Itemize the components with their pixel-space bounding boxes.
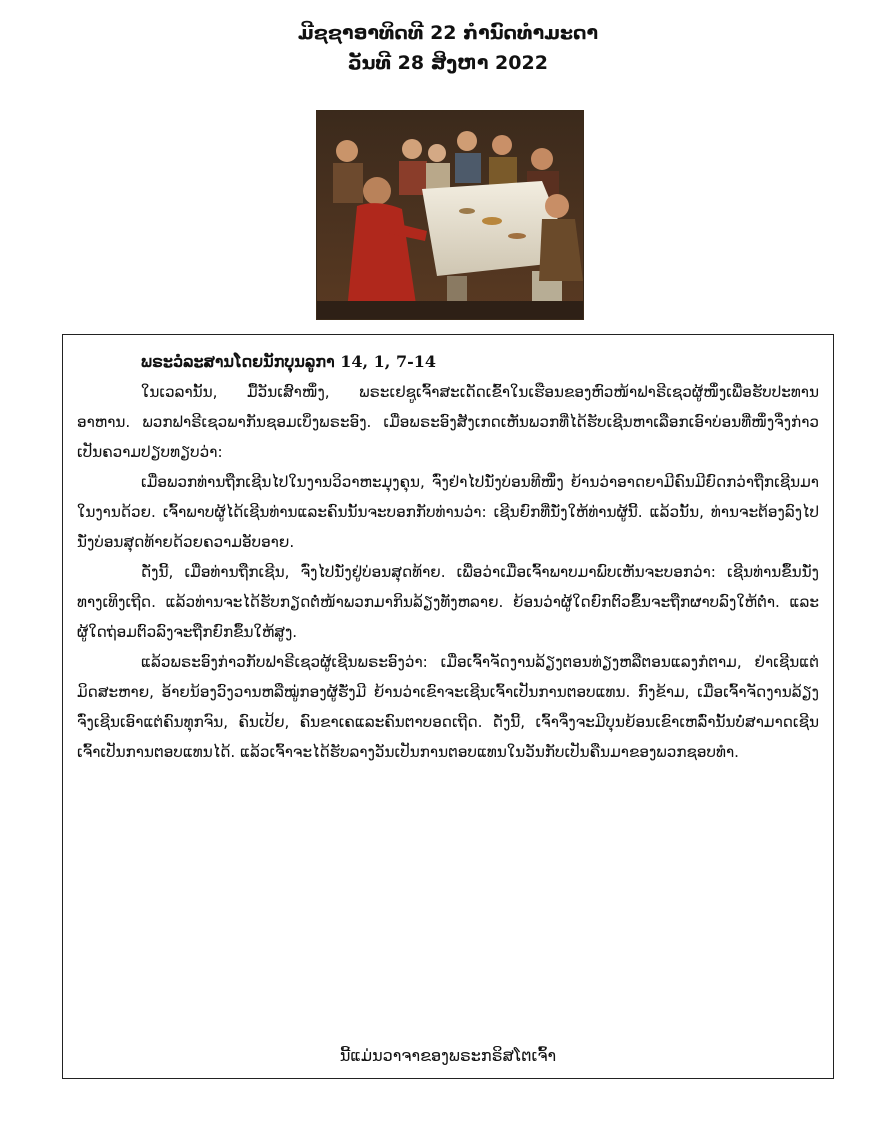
last-supper-painting-icon [316, 110, 584, 320]
page-date: ວັນທີ 28 ສິງຫາ 2022 [348, 52, 548, 74]
gospel-paragraph: ໃນເວລານັ້ນ, ມື້ວັນເສົາໜຶ່ງ, ພຣະເຢຊູເຈົ້າສະເດັດເຂົ້າໃນເຮືອນຂອງຫົວໜ້າຟາຣີເຊວຜູ້ໜຶ່ງເພື່ອຮັບປະທານອາຫານ. ພວກຟາຣີເຊວພາກັນຊອມເບິ່ງພຣະອົງ. ເມື່ອພຣະອົງສັງເກດເຫັນພວກທີ່ໄດ້ຮັບເຊີນຫາເລືອກເອົາບ່ອນທີ່ໜຶ່ງຈຶ່ງກ່າວເປັນຄວາມປຽບທຽບວ່າ: [77, 383, 819, 461]
gospel-paragraph: ເມື່ອພວກທ່ານຖືກເຊີນໄປໃນງານວິວາຫະມຸງຄຸນ, ຈົ່ງຢ່າໄປນັ່ງບ່ອນທີໜຶ່ງ ຍ້ານວ່າອາດຍາມີຄົນມີຍົດກວ່າຖືກເຊີນມາໃນງານດ້ວຍ. ເຈົ້າພາບຜູ້ໄດ້ເຊີນທ່ານແລະຄົນນັ້ນຈະບອກກັບທ່ານວ່າ: ເຊີນຍົກທີ່ນັ່ງໃຫ້ທ່ານຜູ້ນີ້. ແລ້ວນັ້ນ, ທ່ານຈະຕ້ອງລົງໄປນັ່ງບ່ອນສຸດທ້າຍດ້ວຍຄວາມອັບອາຍ. [77, 473, 819, 551]
page-header [0, 18, 896, 78]
gospel-heading: ພຣະວໍລະສານໂດຍນັກບຸນລູກາ 14, 1, 7-14 [141, 352, 436, 371]
gospel-reading-box [62, 334, 834, 1079]
gospel-paragraph: ດັ່ງນີ້, ເມື່ອທ່ານຖືກເຊີນ, ຈົ່ງໄປນັ່ງຢູ່ບ່ອນສຸດທ້າຍ. ເພື່ອວ່າເມື່ອເຈົ້າພາບມາພົບເຫັນຈະບອກວ່າ: ເຊີນທ່ານຂຶ້ນນັ່ງທາງເທິງເຖີດ. ແລ້ວທ່ານຈະໄດ້ຮັບກຽດຕໍ່ໜ້າພວກມາກິນລ້ຽງທັງຫລາຍ. ຍ້ອນວ່າຜູ້ໃດຍົກຕົວຂຶ້ນຈະຖືກຜາບລົງໃຫ້ຕໍ່າ. ແລະຜູ້ໃດຖ່ອມຕົວລົງຈະຖືກຍົກຂຶ້ນໃຫ້ສູງ. [77, 563, 819, 641]
gospel-paragraph: ແລ້ວພຣະອົງກ່າວກັບຟາຣີເຊວຜູ້ເຊີນພຣະອົງວ່າ: ເມື່ອເຈົ້າຈັດງານລ້ຽງຕອນທ່ຽງຫລືຕອນແລງກໍຕາມ, ຢ່າເຊີນແຕ່ມິດສະຫາຍ, ອ້າຍນ້ອງວົງວານຫລືໝູ່ກອງຜູ້ຮັ່ງມີ ຍ້ານວ່າເຂົາຈະເຊີນເຈົ້າເປັນການຕອບແທນ. ກົງຂ້າມ, ເມື່ອເຈົ້າຈັດງານລ້ຽງຈົ່ງເຊີນເອົາແຕ່ຄົນທຸກຈົນ, ຄົນເປ້ຍ, ຄົນຂາເຄແລະຄົນຕາບອດເຖີດ. ດັ່ງນີ້, ເຈົ້າຈຶ່ງຈະມີບຸນຍ້ອນເຂົາເຫລົ່ານັ້ນບໍ່ສາມາດເຊີນເຈົ້າເປັນການຕອບແທນໄດ້. ແລ້ວເຈົ້າຈະໄດ້ຮັບລາງວັນເປັນການຕອບແທນໃນວັນກັບເປັນຄືນມາຂອງພວກຊອບທໍາ. [77, 653, 819, 761]
page-title: ມີຊຊາອາທິດທີ 22 ກໍານົດທໍາມະດາ [297, 22, 599, 44]
gospel-closing: ນີ້ແມ່ນວາຈາຂອງພຣະກຣິສໂຕເຈົ້າ [339, 1046, 557, 1065]
